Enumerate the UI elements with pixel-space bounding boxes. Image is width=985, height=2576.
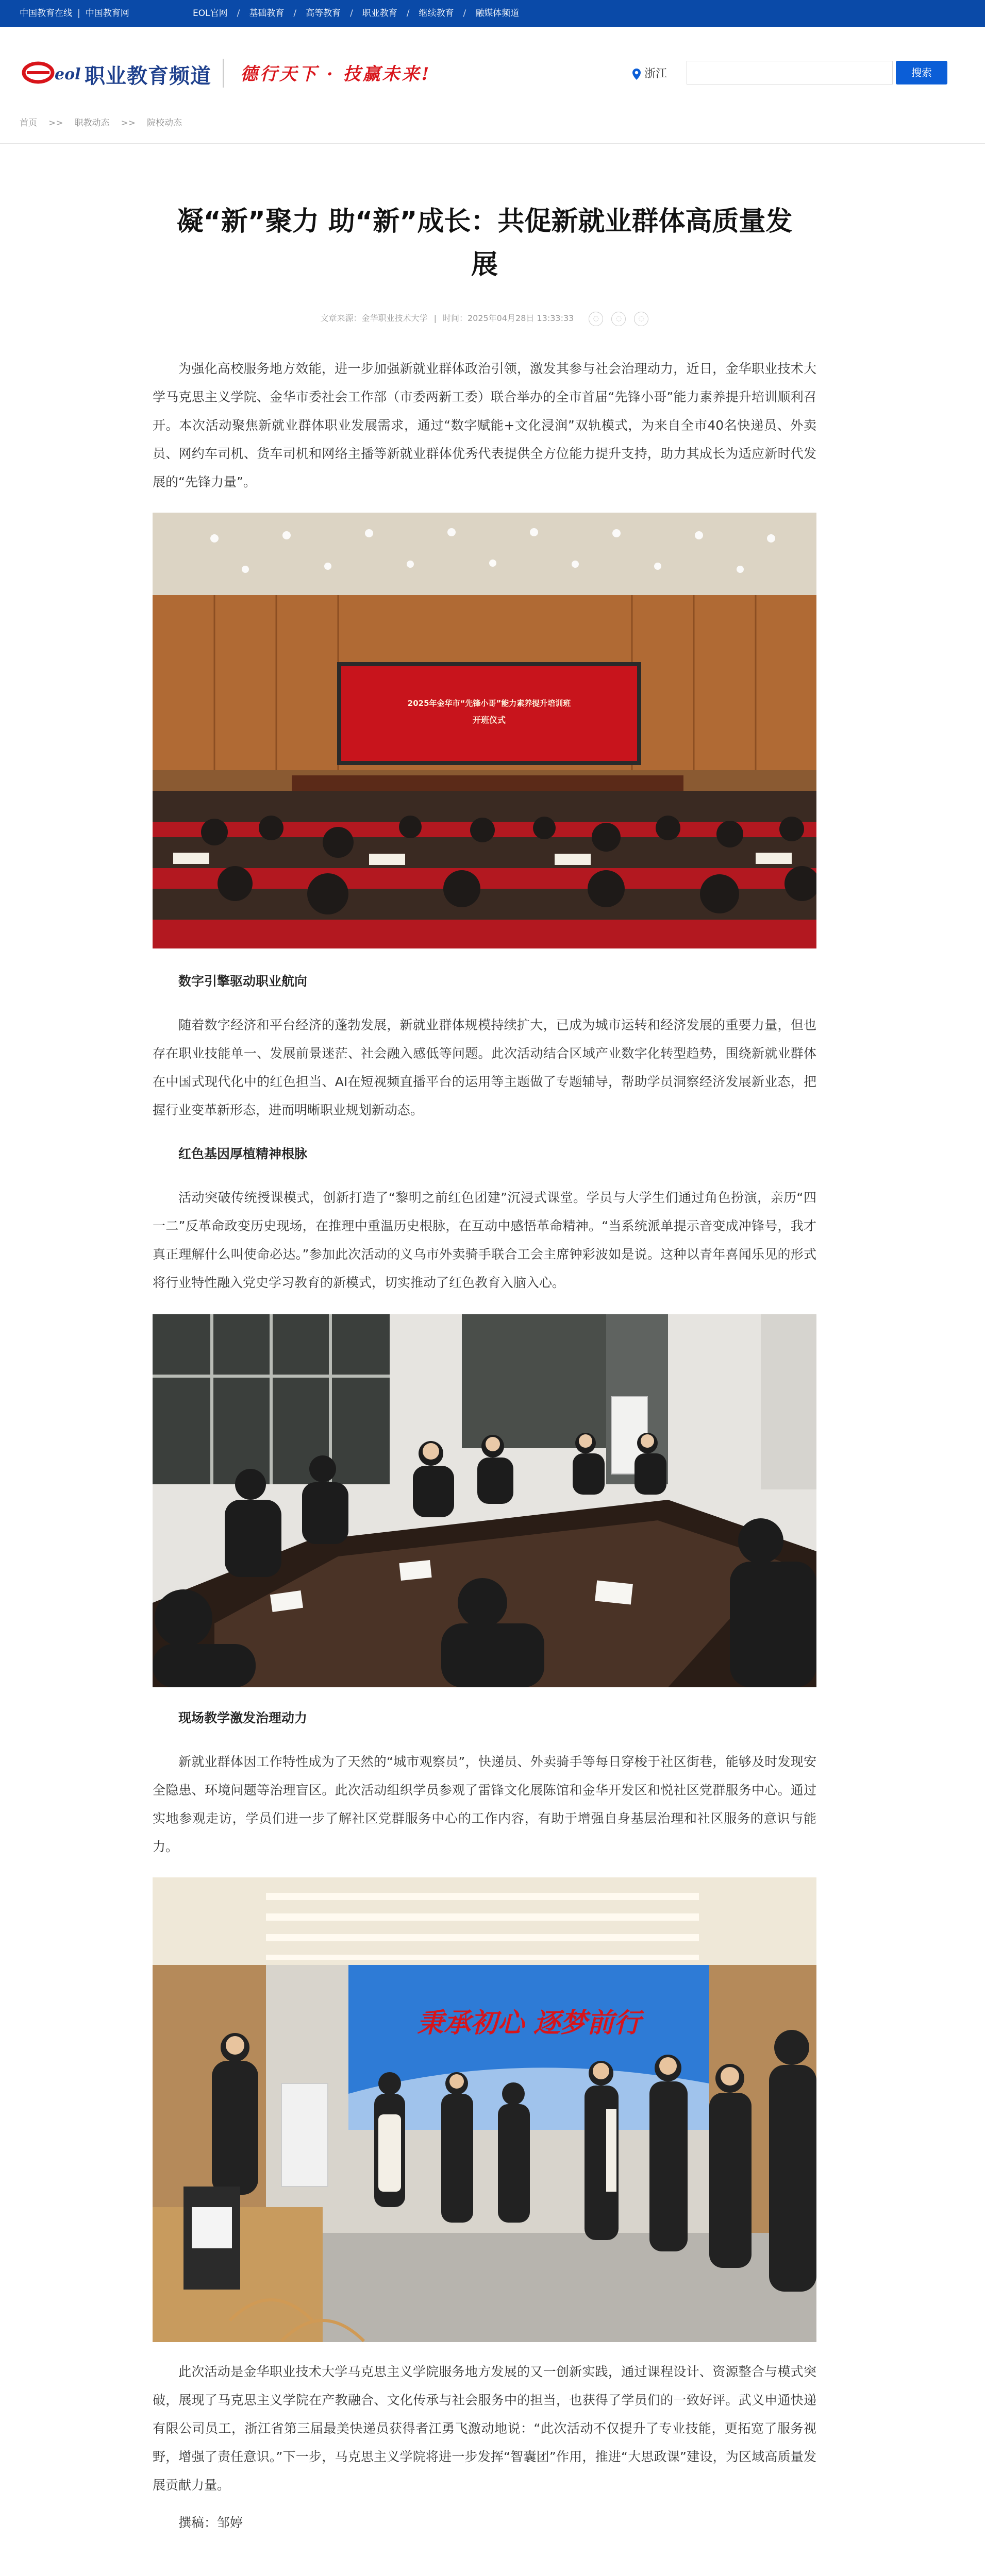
article-byline: 撰稿：邹婷 (178, 2515, 243, 2530)
breadcrumb-home[interactable]: 首页 (20, 118, 37, 128)
nav-basic-edu[interactable]: 基础教育 (249, 8, 285, 19)
top-link-eol[interactable]: 中国教育在线 (20, 8, 72, 19)
header-slogan: 德行天下 · 技赢未来! (240, 64, 431, 84)
article-photo-red-teambuilding (153, 1314, 816, 1687)
nav-continuing-edu[interactable]: 继续教育 (419, 8, 454, 19)
breadcrumb: 首页 >> 职教动态 >> 院校动态 (20, 118, 182, 128)
article-title: 凝“新”聚力 助“新”成长：共促新就业群体高质量发展 (176, 206, 793, 280)
article-time: 时间：2025年04月28日 13:33:33 (442, 313, 574, 323)
logo-text: eol (55, 65, 81, 83)
slide-subtitle: 开班仪式 (472, 715, 506, 725)
article-paragraph: 新就业群体因工作特性成为了天然的“城市观察员”，快递员、外卖骑手等每日穿梭于社区街巷，能够及时发现安全隐患、环境问题等治理盲区。此次活动组织学员参观了雷锋文化展陈馆和金华开发区和悦社区党群服务中心。通过实地参观走访，学员们进一步了解社区党群服务中心的工作内容，有助于增强自身基层治理和社区服务的意识与能力。 (153, 1754, 816, 1854)
breadcrumb-vocational-news[interactable]: 职教动态 (74, 118, 110, 128)
article-paragraph: 为强化高校服务地方效能，进一步加强新就业群体政治引领，激发其参与社会治理动力，近日，金华职业技术大学马克思主义学院、金华市委社会工作部（市委两新工委）联合举办的全市首届“先锋小哥”能力素养提升培训顺利召开。本次活动聚焦新就业群体职业发展需求，通过“数字赋能+文化浸润”双轨模式，为来自全市40名快递员、外卖员、网约车司机、货车司机和网络主播等新就业群体优秀代表提供全方位能力提升支持，助力其成长为适应新时代发展的“先锋力量”。 (153, 361, 816, 489)
channel-name: 职业教育频道 (85, 64, 211, 88)
nav-eol[interactable]: EOL官网 (193, 8, 228, 19)
section-heading: 现场教学激发治理动力 (178, 1710, 308, 1725)
article (153, 200, 816, 2537)
article-paragraph: 活动突破传统授课模式，创新打造了“黎明之前红色团建”沉浸式课堂。学员与大学生们通过角色扮演，亲历“四一二”反革命政变历史现场，在推理中重温历史根脉，在互动中感悟革命精神。“当系统派单提示音变成冲锋号，我才真正理解什么叫使命必达。”参加此次活动的义乌市外卖骑手联合工会主席钟彩波如是说。这种以青年喜闻乐见的形式将行业特性融入党史学习教育的新模式，切实推动了红色教育入脑入心。 (153, 1190, 816, 1290)
location-label: 浙江 (644, 67, 667, 80)
top-bar-site-links: 中国教育在线 | 中国教育网 (20, 8, 129, 19)
header-divider (223, 59, 224, 88)
top-bar (0, 0, 985, 27)
breadcrumb-school-news[interactable]: 院校动态 (147, 118, 182, 128)
search-button[interactable]: 搜索 (896, 61, 947, 84)
share-wechat-icon[interactable]: ◌ (589, 312, 603, 326)
site-header (0, 27, 985, 115)
top-link-edu[interactable]: 中国教育网 (85, 8, 129, 19)
article-photo-community-visit (153, 1877, 816, 2342)
search-input[interactable] (687, 61, 893, 84)
section-heading: 数字引擎驱动职业航向 (178, 974, 308, 989)
slide-title: 2025年金华市“先锋小哥”能力素养提升培训班 (407, 699, 571, 708)
article-meta: 文章来源：金华职业技术大学 | 时间：2025年04月28日 13:33:33 ◌ ◌ ◌ (153, 308, 816, 329)
banner-text: 秉承初心 逐梦前行 (416, 2007, 641, 2039)
article-paragraph: 随着数字经济和平台经济的蓬勃发展，新就业群体规模持续扩大，已成为城市运转和经济发展的重要力量，但也存在职业技能单一、发展前景迷茫、社会融入感低等问题。此次活动结合区域产业数字化转型趋势，围绕新就业群体在中国式现代化中的红色担当、AI在短视频直播平台的运用等主题做了专题辅导，帮助学员洞察经济发展新业态，把握行业变革新形态，进而明晰职业规划新动态。 (153, 1018, 816, 1117)
header-separator (0, 143, 985, 144)
nav-vocational-edu[interactable]: 职业教育 (362, 8, 397, 19)
article-paragraph: 此次活动是金华职业技术大学马克思主义学院服务地方发展的又一创新实践，通过课程设计、资源整合与模式突破，展现了马克思主义学院在产教融合、文化传承与社会服务中的担当，也获得了学员们的一致好评。武义申通快递有限公司员工，浙江省第三届最美快递员获得者江勇飞激动地说：“此次活动不仅提升了专业技能，更拓宽了服务视野，增强了责任意识。”下一步，马克思主义学院将进一步发挥“智囊团”作用，推进“大思政课”建设，为区域高质量发展贡献力量。 (153, 2364, 816, 2493)
eol-logo-icon (22, 59, 84, 86)
photo-auditorium (153, 513, 816, 948)
article-source: 文章来源：金华职业技术大学 (320, 313, 428, 323)
article-photo-opening-ceremony (153, 513, 816, 948)
photo-community-center (153, 1877, 816, 2342)
share-weibo-icon[interactable]: ◌ (611, 312, 626, 326)
site-logo[interactable] (22, 58, 212, 89)
top-nav: EOL官网 / 基础教育 / 高等教育 / 职业教育 / 继续教育 / 融媒体频道 (193, 8, 520, 19)
section-heading: 红色基因厚植精神根脉 (178, 1146, 308, 1161)
location-pin-icon (632, 68, 641, 80)
nav-media[interactable]: 融媒体频道 (475, 8, 520, 19)
nav-higher-edu[interactable]: 高等教育 (306, 8, 341, 19)
photo-meeting-room (153, 1314, 816, 1687)
share-qq-icon[interactable]: ◌ (634, 312, 648, 326)
location-selector[interactable] (632, 65, 667, 83)
